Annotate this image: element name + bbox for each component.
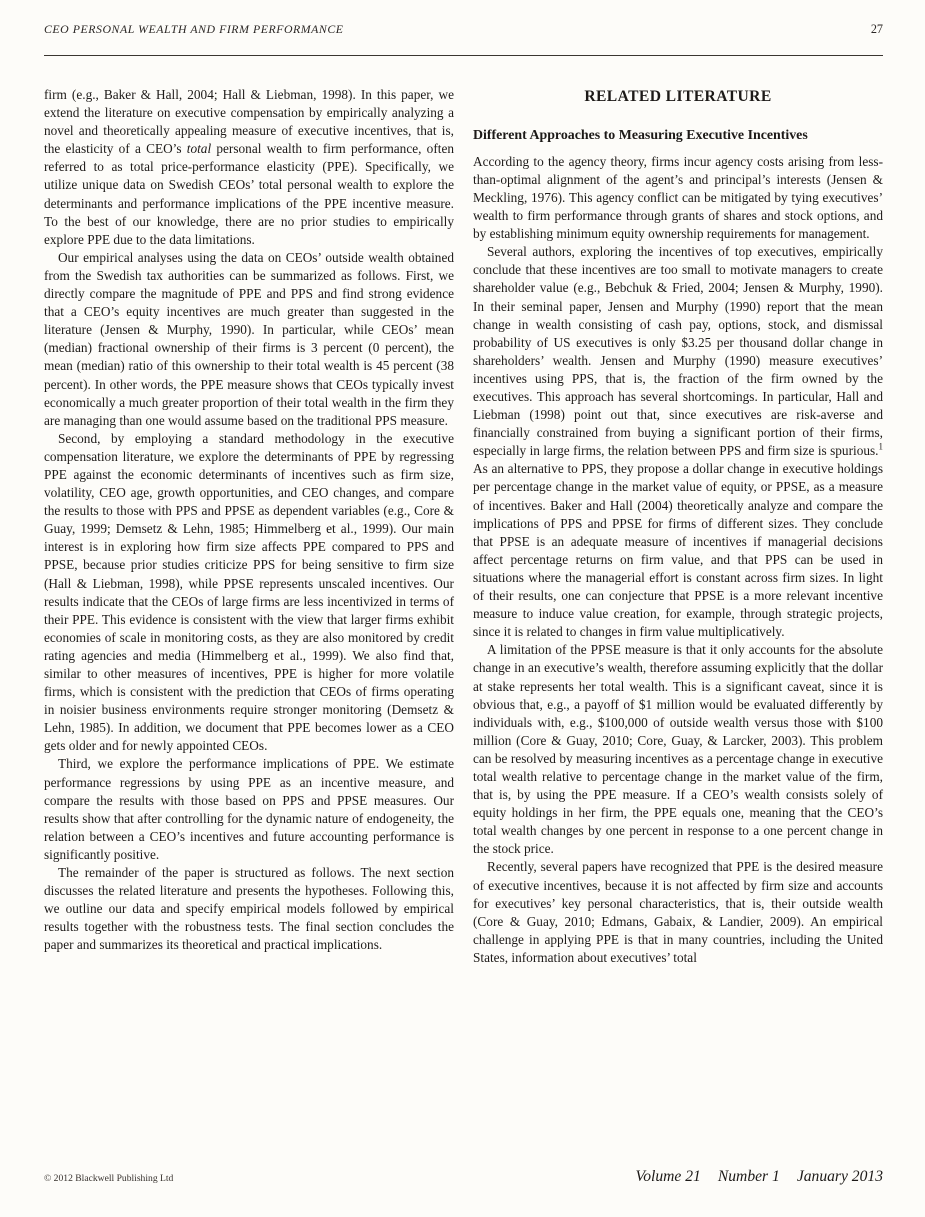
text-run: personal wealth to firm performance, often referred to as total price-performance elasticity (PPE). Specifically, we utilize unique data on Swedish CEOs’ total personal wealth to explore the determinants and performance implications of the PPE incentive measure. To the best of our knowledge, there are no prior studies to empirically explore PPE due to the data limitations. — [44, 141, 454, 247]
article-body — [44, 86, 883, 967]
running-title: CEO PERSONAL WEALTH AND FIRM PERFORMANCE — [44, 22, 344, 36]
issue-date-label: January 2013 — [796, 1168, 883, 1185]
left-column — [44, 86, 454, 967]
text-run: Several authors, exploring the incentives of top executives, empirically conclude that these incentives are too small to motivate managers to create shareholder value (e.g., Bebchuk & Fried, 2004; Jensen & Murphy, 1990). In their seminal paper, Jensen and Murphy (1990) report that the mean change in wealth consisting of cash pay, options, stock, and dismissal probability of US executives is only $3.25 per thousand dollar change in shareholders’ wealth. Jensen and Murphy (1990) measure executives’ incentives using PPS, that is, the fraction of the firm owned by the executives. This approach has several shortcomings. In particular, Hall and Liebman (1998) point out that, since executives are risk-averse and financially constrained from buying a significant portion of their firms, especially in large firms, the relation between PPS and firm size is spurious. — [473, 244, 883, 459]
paragraph-continuation — [44, 86, 454, 249]
paragraph: The remainder of the paper is structured as follows. The next section discusses the related literature and presents the hypotheses. Following this, we outline our data and specify empirical models followed by empirical results together with the robustness tests. The final section concludes the paper and summarizes its theoretical and practical implications. — [44, 865, 454, 953]
issue-number-label: Number 1 — [717, 1168, 780, 1185]
paragraph: According to the agency theory, firms incur agency costs arising from less-than-optimal alignment of the agent’s and principal’s interests (Jensen & Meckling, 1976). This agency conflict can be mitigated by tying executives’ wealth to firm performance through grants of shares and stock options, and by establishing minimum equity ownership requirements for management. — [473, 153, 883, 242]
text-run: firm (e.g., Baker & Hall, 2004; Hall & Liebman, 1998). In this paper, we extend the literature on executive compensation by empirically analyzing a novel and theoretically appealing measure of executive incentives, that is, the elasticity of a CEO’s — [44, 87, 454, 157]
paragraph: Recently, several papers have recognized that PPE is the desired measure of executive incentives, because it is not affected by firm size and accounts for executives’ key personal characteristics, that is, their outside wealth (Core & Guay, 2010; Edmans, Gabaix, & Landier, 2009). An empirical challenge in applying PPE is that in many countries, including the United States, information about executives’ total — [473, 859, 883, 965]
page-header — [44, 22, 883, 37]
copyright-notice: © 2012 Blackwell Publishing Ltd — [44, 1173, 174, 1184]
subsection-heading: Different Approaches to Measuring Executive Incentives — [473, 128, 808, 143]
page-number: 27 — [870, 22, 883, 36]
footnote-ref: 1 — [878, 441, 883, 452]
paragraph: Our empirical analyses using the data on CEOs’ outside wealth obtained from the Swedish tax authorities can be summarized as follows. First, we directly compare the magnitude of PPE and PPS and find strong evidence that a CEO’s equity incentives are much greater than suggested in the literature (Jensen & Murphy, 1990). In particular, while CEOs’ mean (median) fractional ownership of their firms is 3 percent (0 percent), the mean (median) ratio of this ownership to their total wealth is 45 percent (38 percent). In other words, the PPE measure shows that CEOs typically invest economically a much greater proportion of their total wealth in the firm they are managing than one would assume based on the traditional PPS measure. — [44, 249, 454, 428]
paragraph: A limitation of the PPSE measure is that it only accounts for the absolute change in an executive’s wealth, therefore assuming explicitly that the dollar at stake represents her total wealth. This is a significant caveat, since it is obvious that, e.g., a payoff of $1 million would be evaluated differently by individuals with, e.g., $100,000 of outside wealth versus those with $100 million (Core & Guay, 2010; Core, Guay, & Larcker, 2003). This problem can be resolved by measuring incentives as a percentage change in executive total wealth relative to percentage change in the market value of the firm, that is, by using the PPE measure. If a CEO’s wealth consists solely of equity holdings in her firm, the PPE equals one, meaning that the CEO’s total wealth changes by one percent in response to a one percent change in the stock price. — [473, 642, 883, 857]
paragraph — [473, 243, 883, 641]
header-rule — [44, 55, 883, 56]
emphasis-text: total — [186, 141, 212, 157]
page-footer — [44, 1168, 883, 1186]
right-column — [473, 86, 883, 967]
volume-label: Volume 21 — [635, 1168, 701, 1185]
issue-info — [635, 1168, 883, 1186]
text-run: As an alternative to PPS, they propose a dollar change in executive holdings per percentage change in the market value of equity, or PPSE, as a measure of incentives. Baker and Hall (2004) theoretically analyze and compare the implications of PPS and PPSE for firms of different sizes. They conclude that PPSE is an adequate measure of incentives if managerial decisions affect percentage returns on firm value, and that PPS can be used in situations where the managerial effort is constant across firm sizes. In light of their results, one can conjecture that PPSE is a more relevant incentive measure to induce value creation, for example, through strategic projects, since it is related to changes in firm value multiplicatively. — [473, 461, 883, 640]
paragraph: Third, we explore the performance implications of PPE. We estimate performance regressions by using PPE as an incentive measure, and compare the results with those based on PPS and PPSE measures. Our results show that after controlling for the dynamic nature of endogeneity, the relation between a CEO’s incentives and future accounting performance is significantly positive. — [44, 756, 454, 862]
paragraph: Second, by employing a standard methodology in the executive compensation literature, we explore the determinants of PPE by regressing PPE against the economic determinants of incentives such as firm size, volatility, CEO age, growth opportunities, and CEO changes, and compare the results to those with PPS and PPSE as dependent variables (e.g., Core & Guay, 1999; Demsetz & Lehn, 1985; Himmelberg et al., 1999). Our main interest is in exploring how firm size affects PPE compared to PPS and PPSE, because prior studies criticize PPS for being sensitive to firm size (Hall & Liebman, 1998), while PPSE represents unscaled incentives. Our results indicate that the CEOs of large firms are less incentivized in terms of their PPE. This evidence is consistent with the view that larger firms exhibit economies of scale in monitoring costs, as they are also monitored by credit rating agencies and media (Himmelberg et al., 1999). We also find that, similar to other measures of incentives, PPE is higher for more volatile firms, which is consistent with the prediction that CEOs of firms operating in noisier business environments require stronger monitoring (Demsetz & Lehn, 1985). In addition, we document that PPE becomes lower as a CEO gets older and for newly appointed CEOs. — [44, 430, 454, 754]
section-heading: RELATED LITERATURE — [584, 88, 772, 105]
